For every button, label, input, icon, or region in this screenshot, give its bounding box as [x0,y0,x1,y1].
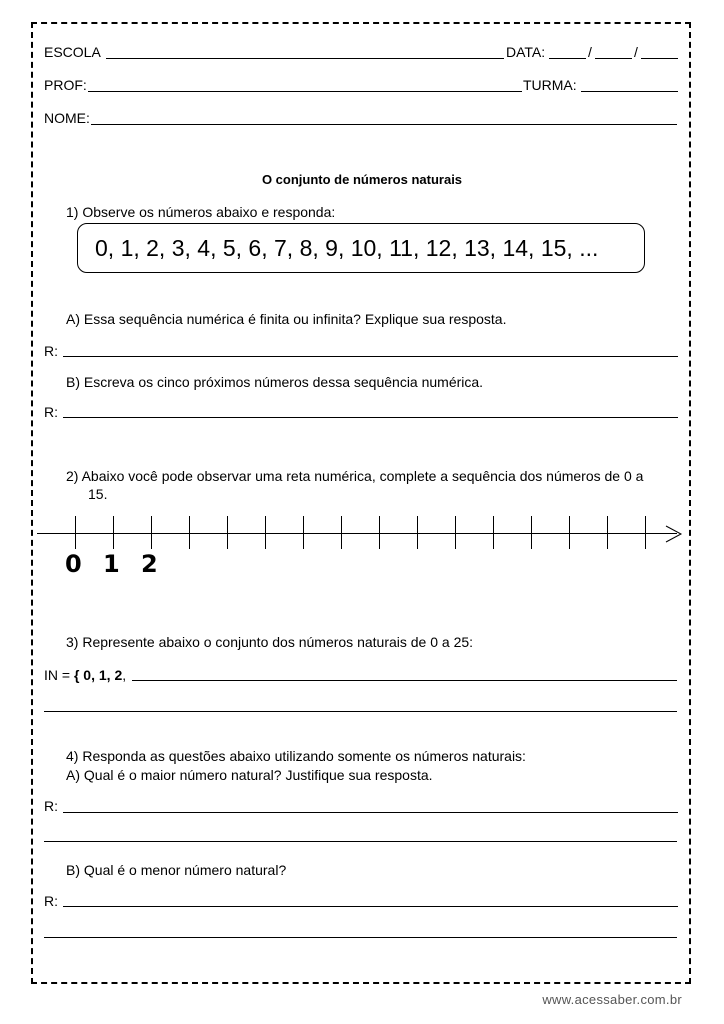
date-month-line [595,58,632,59]
number-line-tick [151,516,152,549]
date-label: DATA: [506,44,546,60]
number-line-tick [265,516,266,549]
date-separator: / [588,44,592,60]
number-line-tick [227,516,228,549]
class-line [581,91,678,92]
number-line-tick [113,516,114,549]
answer-line[interactable] [44,841,677,842]
number-line-tick [607,516,608,549]
answer-line[interactable] [63,906,678,907]
date-separator: / [634,44,638,60]
number-line-tick [645,516,646,549]
name-label: NOME: [44,110,90,126]
number-line-label: 2 [141,550,158,578]
number-line-tick [341,516,342,549]
number-line-tick [379,516,380,549]
q4-prompt: 4) Responda as questões abaixo utilizando somente os números naturais: [66,748,526,764]
date-year-line [641,58,678,59]
answer-line[interactable] [44,937,677,938]
answer-line[interactable] [63,812,678,813]
answer-label: R: [44,343,58,359]
name-line [91,124,677,125]
footer-url: www.acessaber.com.br [542,992,682,1007]
answer-line[interactable] [44,711,677,712]
q1b-prompt: B) Escreva os cinco próximos números dessa sequência numérica. [66,374,484,390]
number-line-tick [303,516,304,549]
number-line-tick [531,516,532,549]
q2-prompt-line2: 15. [88,486,108,502]
worksheet-border [31,22,691,984]
number-sequence: 0, 1, 2, 3, 4, 5, 6, 7, 8, 9, 10, 11, 12, 13, 14, 15, ... [95,235,599,261]
answer-label: R: [44,893,58,909]
school-line [106,58,504,59]
answer-label: R: [44,798,58,814]
answer-label: R: [44,404,58,420]
number-line-tick [455,516,456,549]
answer-line[interactable] [63,417,678,418]
set-prefix: IN = [44,667,74,683]
class-label: TURMA: [523,77,577,93]
q1-prompt: 1) Observe os números abaixo e responda: [66,204,336,220]
teacher-label: PROF: [44,77,87,93]
date-day-line [549,58,586,59]
set-comma: , [122,667,127,683]
number-line-tick [493,516,494,549]
q3-prompt: 3) Represente abaixo o conjunto dos números naturais de 0 a 25: [66,634,474,650]
number-line-tick [75,516,76,549]
page-title: O conjunto de números naturais [261,172,463,187]
school-label: ESCOLA [44,44,101,60]
answer-line[interactable] [132,680,677,681]
set-start: { 0, 1, 2 [73,667,123,683]
number-line-label: 0 [65,550,82,578]
number-line-axis [37,533,677,534]
teacher-line [88,91,522,92]
q2-prompt-line1: 2) Abaixo você pode observar uma reta numérica, complete a sequência dos números de 0 a [66,468,644,484]
answer-line[interactable] [63,356,678,357]
number-line-tick [189,516,190,549]
number-line-label: 1 [103,550,120,578]
number-line-tick [417,516,418,549]
q4b-prompt: B) Qual é o menor número natural? [66,862,287,878]
set-expression [44,667,126,683]
arrow-right-icon [664,524,684,544]
q1a-prompt: A) Essa sequência numérica é finita ou infinita? Explique sua resposta. [66,311,507,327]
q4a-prompt: A) Qual é o maior número natural? Justifique sua resposta. [66,767,433,783]
number-line-tick [569,516,570,549]
